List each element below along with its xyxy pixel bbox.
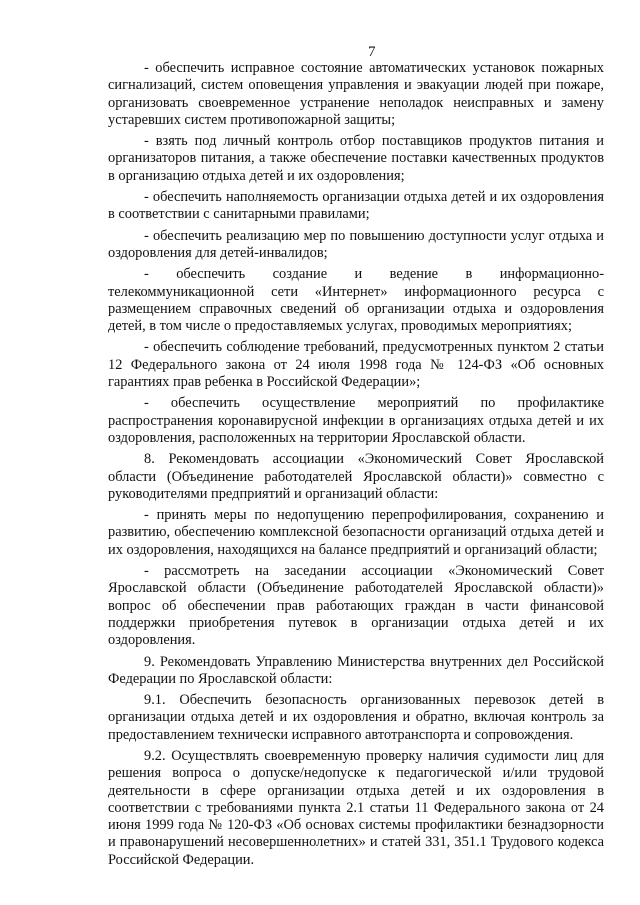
paragraph-internet-resource: - обеспечить создание и ведение в информационно-телекоммуникационной сети «Интернет» информационного ресурса с размещением справочных сведений об организации отдыха и оздоровления детей, в том числе о предоставляемых услугах, проводимых мероприятиях; <box>108 266 604 335</box>
paragraph-section-8: 8. Рекомендовать ассоциации «Экономический Совет Ярославской области (Объединение работодателей Ярославской области)» совместно с руководителями предприятий и организаций области: <box>108 451 604 502</box>
paragraph-law-124: - обеспечить соблюдение требований, предусмотренных пунктом 2 статьи 12 Федерального закона от 24 июля 1998 года № 124-ФЗ «Об основных гарантиях прав ребенка в Российской Федерации»; <box>108 339 604 391</box>
paragraph-section-9-1: 9.1. Обеспечить безопасность организованных перевозок детей в организации отдыха детей и их оздоровления и обратно, включая контроль за предоставлением технически исправного автотранспорта и сопровождения. <box>108 692 604 743</box>
paragraph-section-9: 9. Рекомендовать Управлению Министерства внутренних дел Российской Федерации по Ярославской области: <box>108 653 604 687</box>
paragraph-reprofiling: - принять меры по недопущению перепрофилирования, сохранению и развитию, обеспечению комплексной безопасности организаций отдыха детей и их оздоровления, находящихся на балансе предприятий и организаций области; <box>108 507 604 558</box>
paragraph-coronavirus: - обеспечить осуществление мероприятий по профилактике распространения коронавирусной инфекции в организациях отдыха детей и их оздоровления, расположенных на территории Ярославской области. <box>108 395 604 446</box>
paragraph-occupancy: - обеспечить наполняемость организации отдыха детей и их оздоровления в соответствии с санитарными правилами; <box>108 189 604 223</box>
page-number: 7 <box>368 44 376 60</box>
paragraph-food-suppliers: - взять под личный контроль отбор поставщиков продуктов питания и организаторов питания, а также обеспечение поставки качественных продуктов в организацию отдыха детей и их оздоровления; <box>108 133 604 184</box>
document-body <box>108 60 604 869</box>
paragraph-vouchers: - рассмотреть на заседании ассоциации «Экономический Совет Ярославской области (Объединение работодателей Ярославской области)» вопрос об обеспечении прав работающих граждан в части финансовой поддержки приобретения путевок в организации отдыха детей и их оздоровления. <box>108 563 604 649</box>
paragraph-section-9-2: 9.2. Осуществлять своевременную проверку наличия судимости лиц для решения вопроса о допуске/недопуске к педагогической и/или трудовой деятельности в сфере организации отдыха детей и их оздоровления в соответствии с требованиями пункта 2.1 статьи 11 Федерального закона от 24 июня 1999 года № 120-ФЗ «Об основах системы профилактики безнадзорности и правонарушений несовершеннолетних» и статей 331, 351.1 Трудового кодекса Российской Федерации. <box>108 747 604 868</box>
paragraph-fire-safety: - обеспечить исправное состояние автоматических установок пожарных сигнализаций, систем оповещения управления и эвакуации людей при пожаре, организовать своевременное устранение неполадок неисправных и замену устаревших систем противопожарной защиты; <box>108 60 604 128</box>
paragraph-accessibility: - обеспечить реализацию мер по повышению доступности услуг отдыха и оздоровления для детей-инвалидов; <box>108 227 604 261</box>
